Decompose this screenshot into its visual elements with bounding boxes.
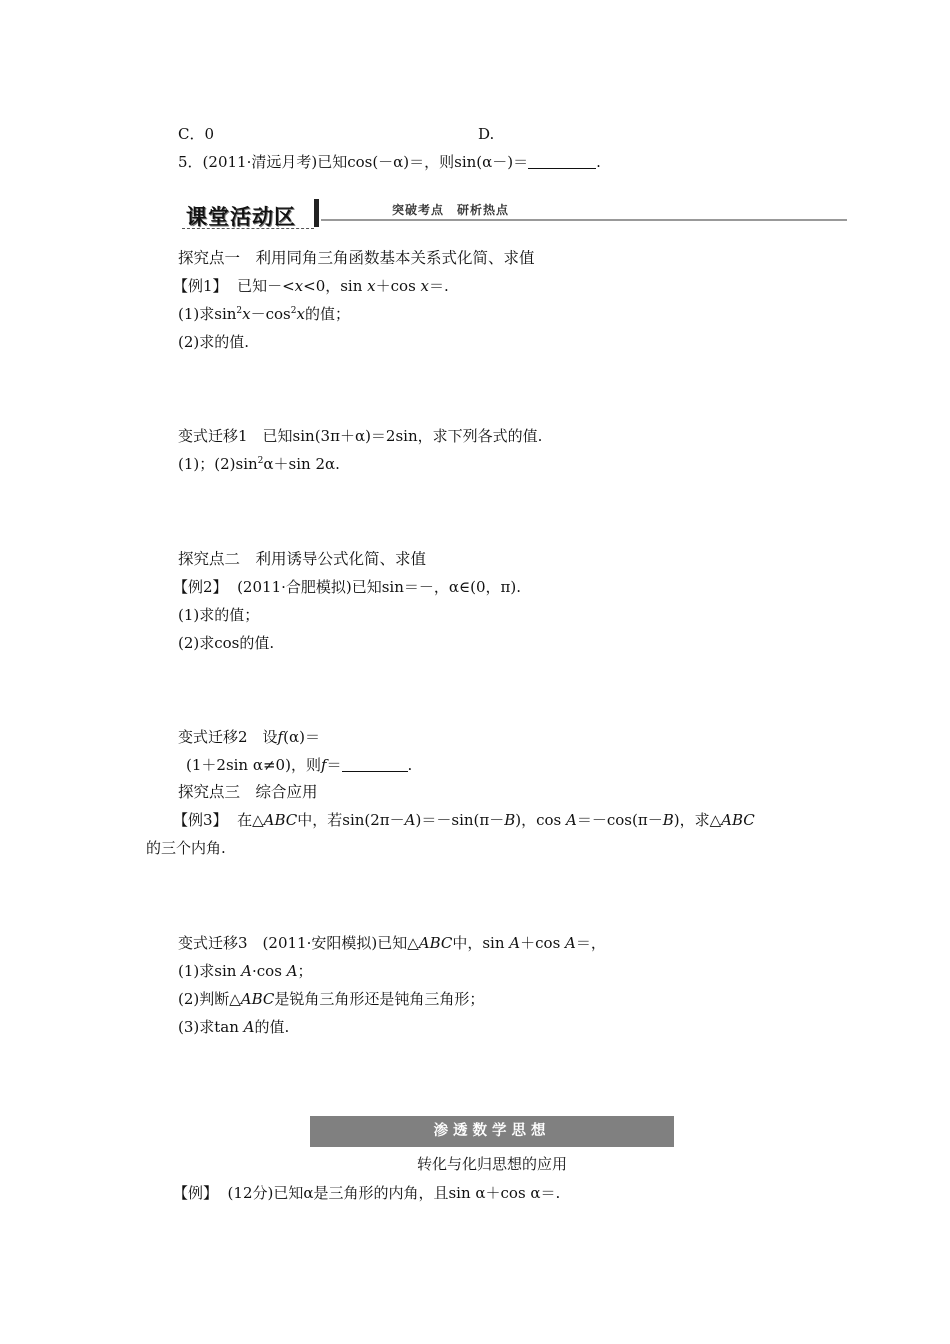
example-3-text-a: 在△: [227, 811, 264, 829]
variant-2-text-a: 变式迁移2 设: [178, 728, 278, 746]
var-abc: ABC: [721, 811, 755, 829]
variant-3-text-a: 变式迁移3 (2011·安阳模拟)已知△: [178, 934, 419, 952]
example-3-line2: 的三个内角.: [146, 839, 226, 857]
example-1-head: 【例1】: [173, 277, 228, 295]
banner-rule: [321, 219, 847, 221]
section-1-title: 探究点一 利用同角三角函数基本关系式化简、求值: [178, 249, 535, 267]
var-x: x: [420, 277, 430, 295]
var-a: A: [565, 934, 576, 952]
section-2-title: 探究点二 利用诱导公式化简、求值: [178, 550, 427, 568]
variant-3-q1-a: (1)求sin: [178, 962, 242, 980]
variant-2-line2-a: (1＋2sin α≠0)，则: [186, 756, 321, 774]
example-2-head: 【例2】: [173, 578, 228, 596]
example-1-q1-e: 的值；: [304, 305, 350, 323]
example-1: [173, 276, 449, 296]
var-f: f: [320, 756, 327, 774]
example-1-text-b: <0，sin: [303, 277, 368, 295]
banner-divider-bar: [314, 199, 319, 227]
example-2: [173, 577, 521, 597]
var-a: A: [243, 1018, 255, 1036]
variant-3-text-c: ＋cos: [520, 934, 566, 952]
variant-3-q2-a: (2)判断△: [178, 990, 241, 1008]
section-3-title: 探究点三 综合应用: [178, 783, 318, 801]
variant-3-q3-b: 的值.: [254, 1018, 290, 1036]
banner-title: 课堂活动区: [186, 205, 296, 229]
section-banner: [180, 197, 850, 231]
variant-3-q2-b: 是锐角三角形还是钝角三角形；: [274, 990, 485, 1008]
example-3-head: 【例3】: [173, 811, 228, 829]
example-1-q1: [178, 304, 350, 324]
example-1-q2: (2)求的值.: [178, 333, 250, 351]
variant-2: [178, 727, 320, 747]
var-x: x: [296, 305, 305, 323]
variant-3-q2: [178, 989, 484, 1009]
variant-2-text-b: (α)＝: [283, 728, 320, 746]
variant-3-q3: [178, 1017, 289, 1037]
final-subtitle: 转化与化归思想的应用: [416, 1155, 567, 1173]
example-3-text-c: )＝－sin(π－: [415, 811, 505, 829]
example-1-q1-c: －cos: [250, 305, 291, 323]
variant-3-q3-a: (3)求tan: [178, 1018, 244, 1036]
var-a: A: [241, 962, 253, 980]
variant-3-q1-b: ·cos: [252, 962, 287, 980]
variant-1-q-b: α＋sin 2α.: [263, 455, 340, 473]
math-thinking-banner: 渗透数学思想: [310, 1116, 674, 1147]
var-a: A: [404, 811, 416, 829]
var-b: B: [504, 811, 516, 829]
var-abc: ABC: [240, 990, 275, 1008]
example-1-text-c: ＋cos: [375, 277, 421, 295]
final-example: [173, 1183, 560, 1203]
example-1-q1-a: (1)求sin: [178, 305, 237, 323]
variant-1-q-a: (1)；(2)sin: [178, 455, 258, 473]
example-3-text-f: )，求△: [673, 811, 722, 829]
var-x: x: [242, 305, 251, 323]
final-example-text: (12分)已知α是三角形的内角，且sin α＋cos α＝.: [218, 1184, 561, 1202]
var-a: A: [566, 811, 577, 829]
variant-2-line2-b: ＝: [326, 756, 342, 774]
superscript: 2: [257, 456, 264, 466]
example-1-text-a: 已知－<: [227, 277, 295, 295]
var-abc: ABC: [263, 811, 298, 829]
example-3: [173, 810, 755, 830]
question-5-blank: [528, 154, 596, 169]
var-x: x: [294, 277, 304, 295]
variant-3-q1-c: ；: [297, 962, 313, 980]
option-c: C．0: [178, 125, 215, 143]
example-3-text-b: 中，若sin(2π－: [297, 811, 405, 829]
variant-2-blank: [342, 757, 408, 772]
variant-3: [178, 933, 606, 953]
example-1-text-d: ＝.: [429, 277, 449, 295]
banner-dashed-underline: [182, 228, 314, 229]
variant-2-line2: [186, 755, 412, 775]
question-5-text: 5．(2011·清远月考)已知cos(－α)＝，则sin(α－)＝: [178, 153, 529, 171]
banner-subtitle: 突破考点 研析热点: [392, 203, 510, 217]
example-2-q2: (2)求cos的值.: [178, 634, 275, 652]
example-2-q1: (1)求的值；: [178, 606, 260, 624]
question-5: [178, 152, 601, 172]
variant-3-text-b: 中，sin: [452, 934, 510, 952]
superscript: 2: [236, 306, 243, 316]
superscript: 2: [290, 306, 297, 316]
example-3-text-e: ＝－cos(π－: [576, 811, 663, 829]
example-2-text: (2011·合肥模拟)已知sin＝－，α∈(0，π).: [227, 578, 521, 596]
variant-3-q1: [178, 961, 313, 981]
var-a: A: [286, 962, 298, 980]
variant-3-text-d: ＝，: [575, 934, 606, 952]
question-5-tail: .: [596, 153, 601, 171]
final-example-head: 【例】: [173, 1184, 219, 1202]
var-x: x: [367, 277, 376, 295]
var-b: B: [662, 811, 674, 829]
variant-2-tail: .: [407, 756, 413, 774]
var-abc: ABC: [418, 934, 453, 952]
var-a: A: [509, 934, 521, 952]
var-f: f: [277, 728, 284, 746]
example-3-text-d: )，cos: [515, 811, 567, 829]
variant-1: 变式迁移1 已知sin(3π＋α)＝2sin，求下列各式的值.: [178, 427, 543, 445]
option-d: D.: [478, 125, 495, 143]
variant-1-questions: [178, 454, 340, 474]
